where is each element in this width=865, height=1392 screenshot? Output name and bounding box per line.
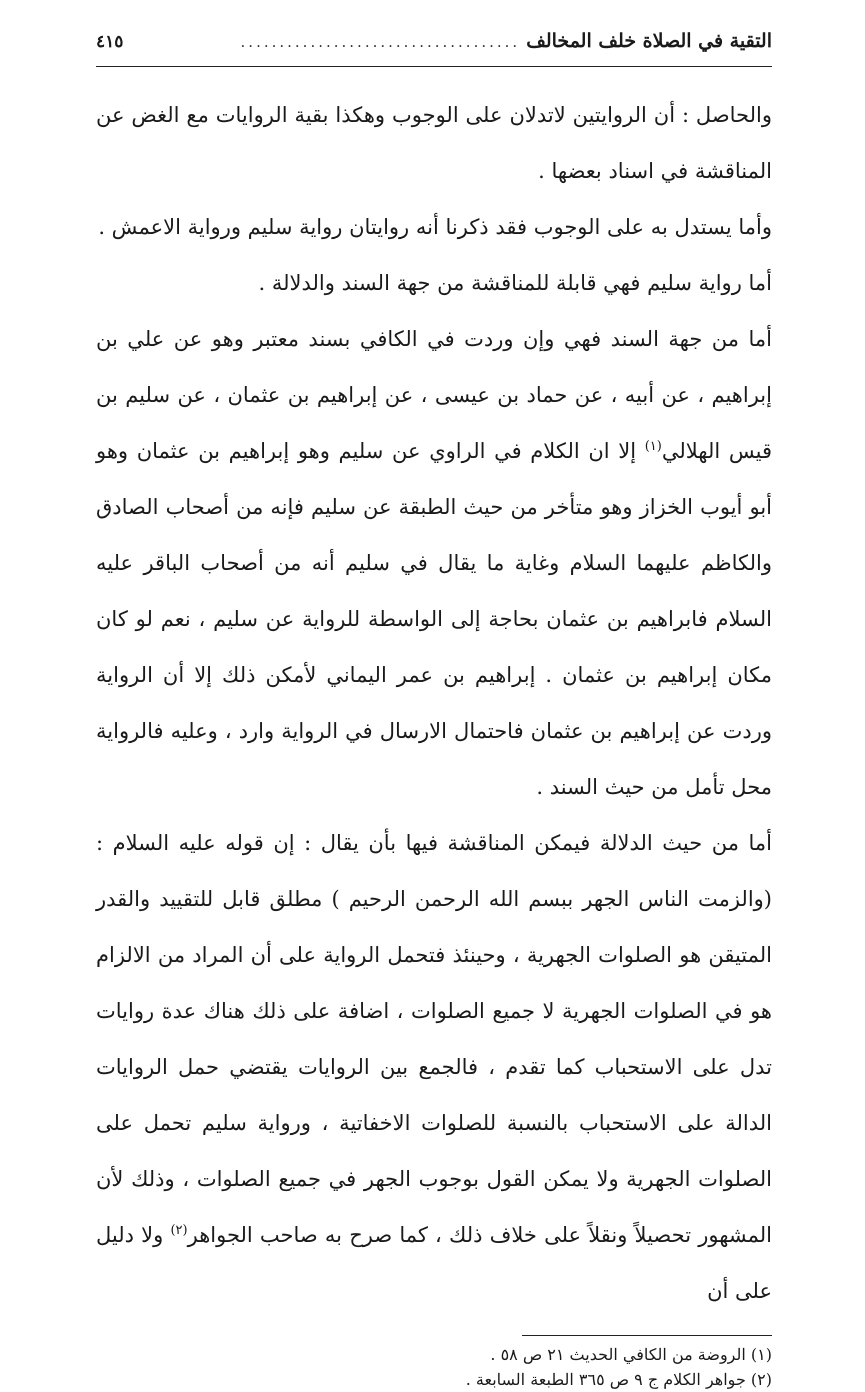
paragraph-chain-of-transmission: [96, 311, 772, 815]
body-text: [96, 87, 772, 1319]
paragraph-text: ولا دليل على أن: [96, 1223, 772, 1303]
page-number: ٤١٥: [96, 32, 124, 52]
paragraph-text: أما من جهة السند فهي وإن وردت في الكافي بسند معتبر وهو عن علي بن إبراهيم ، عن أبيه ، عن حماد بن عيسى ، عن إبراهيم بن عثمان ، عن سليم بن قيس الهلالي: [96, 327, 772, 463]
footnotes: [96, 1342, 772, 1392]
paragraph-evidence: [96, 199, 772, 255]
paragraph-text: أما رواية سليم فهي قابلة للمناقشة من جهة السند والدلالة .: [258, 271, 772, 295]
running-header: [96, 30, 772, 67]
paragraph-salim-narration: [96, 255, 772, 311]
paragraph-conclusion: [96, 87, 772, 199]
paragraph-text: وأما يستدل به على الوجوب فقد ذكرنا أنه روايتان رواية سليم ورواية الاعمش .: [98, 215, 772, 239]
footnote-reference-1[interactable]: (١): [644, 439, 662, 454]
paragraph-text: إلا ان الكلام في الراوي عن سليم وهو إبراهيم بن عثمان وهو أبو أيوب الخزاز وهو متأخر من حيث الطبقة عن سليم فإنه من أصحاب الصادق والكاظم عليهما السلام وغاية ما يقال في سليم أنه من أصحاب الباقر عليه السلام فابراهيم بن عثمان بحاجة إلى الواسطة للرواية عن سليم ، نعم لو كان مكان إبراهيم بن عثمان . إبراهيم بن عمر اليماني لأمكن ذلك إلا أن الرواية وردت عن إبراهيم بن عثمان فاحتمال الارسال في الرواية وارد ، وعليه فالرواية محل تأمل من حيث السند .: [96, 439, 772, 799]
book-page: [96, 30, 772, 1392]
paragraph-text: أما من حيث الدلالة فيمكن المناقشة فيها بأن يقال : إن قوله عليه السلام : (والزمت الناس الجهر ببسم الله الرحمن الرحيم ) مطلق قابل للتقييد والقدر المتيقن هو الصلوات الجهرية ، وحينئذ فتحمل الرواية على أن المراد من الالزام هو في الصلوات الجهرية لا جميع الصلوات ، اضافة على ذلك هناك عدة روايات تدل على الاستحباب كما تقدم ، فالجمع بين الروايات يقتضي حمل الروايات الدالة على الاستحباب بالنسبة للصلوات الاخفاتية ، ورواية سليم تحمل على الصلوات الجهرية ولا يمكن القول بوجوب الجهر في جميع الصلوات ، وذلك لأن المشهور تحصيلاً ونقلاً على خلاف ذلك ، كما صرح به صاحب الجواهر: [96, 831, 773, 1247]
footnote-reference-2[interactable]: (٢): [170, 1223, 188, 1238]
chapter-title: التقية في الصلاة خلف المخالف: [526, 30, 772, 52]
header-leader-dots: ....................................: [240, 33, 521, 51]
footnote-divider: [522, 1335, 772, 1336]
paragraph-indication: [96, 815, 772, 1319]
footnote-2: (٢) جواهر الكلام ج ٩ ص ٣٦٥ الطبعة السابعة .: [465, 1370, 772, 1389]
paragraph-text: والحاصل : أن الروايتين لاتدلان على الوجوب وهكذا بقية الروايات مع الغض عن المناقشة في اسناد بعضها .: [96, 103, 772, 183]
footnote-1: (١) الروضة من الكافي الحديث ٢١ ص ٥٨ .: [490, 1345, 772, 1364]
